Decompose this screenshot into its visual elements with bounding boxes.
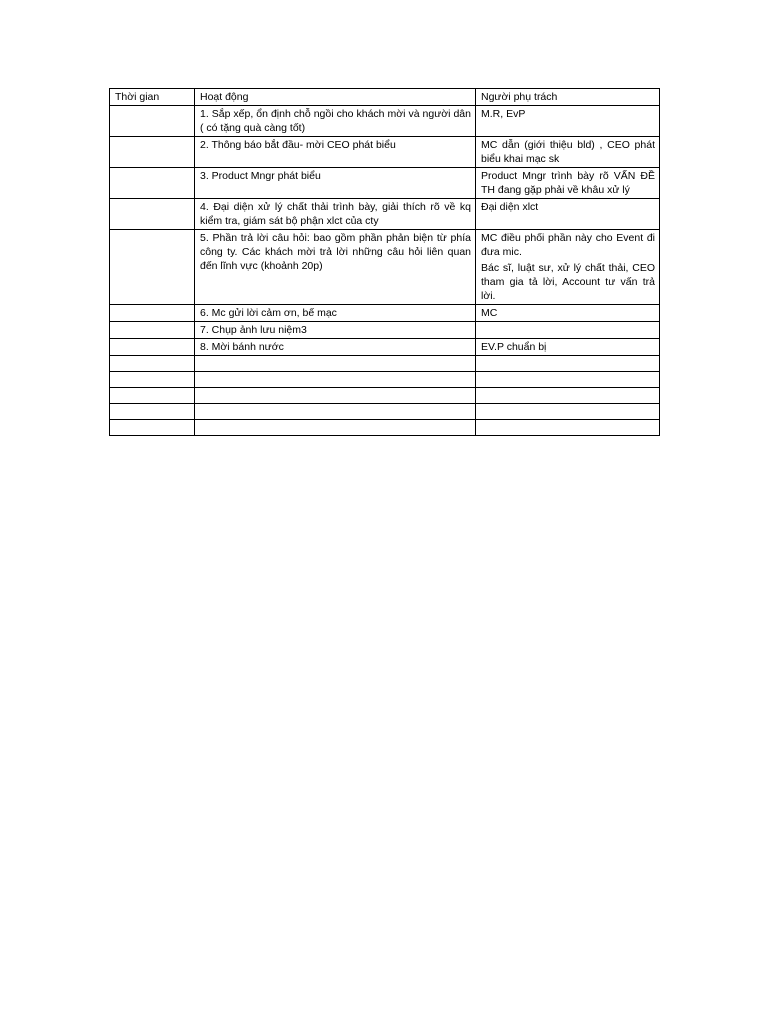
cell-activity: 8. Mời bánh nước [195, 339, 476, 356]
empty-cell [476, 420, 660, 436]
empty-table-row [110, 356, 660, 372]
empty-cell [195, 356, 476, 372]
cell-owner: M.R, EvP [476, 106, 660, 137]
cell-owner: Product Mngr trình bày rõ VẤN ĐỀ TH đang gặp phải về khâu xử lý [476, 168, 660, 199]
empty-cell [110, 356, 195, 372]
cell-time [110, 322, 195, 339]
cell-owner [476, 230, 660, 305]
cell-time [110, 305, 195, 322]
cell-activity: 1. Sắp xếp, ổn định chỗ ngồi cho khách mời và người dân ( có tặng quà càng tốt) [195, 106, 476, 137]
cell-time [110, 199, 195, 230]
empty-cell [195, 388, 476, 404]
cell-activity: 5. Phần trả lời câu hỏi: bao gồm phần phản biện từ phía công ty. Các khách mời trả lời những câu hỏi liên quan đến lĩnh vực (khoảnh 20p) [195, 230, 476, 305]
empty-table-row [110, 404, 660, 420]
header-activity: Hoạt động [195, 89, 476, 106]
empty-cell [195, 372, 476, 388]
table-row [110, 106, 660, 137]
empty-cell [110, 388, 195, 404]
cell-owner: MC [476, 305, 660, 322]
empty-table-row [110, 420, 660, 436]
header-owner: Người phụ trách [476, 89, 660, 106]
empty-table-row [110, 388, 660, 404]
cell-activity: 7. Chụp ảnh lưu niệm3 [195, 322, 476, 339]
empty-cell [195, 420, 476, 436]
empty-cell [476, 404, 660, 420]
table-row [110, 230, 660, 305]
cell-time [110, 230, 195, 305]
cell-owner: MC dẫn (giới thiệu bld) , CEO phát biểu khai mạc sk [476, 137, 660, 168]
cell-time [110, 106, 195, 137]
empty-cell [110, 372, 195, 388]
table-row [110, 199, 660, 230]
empty-cell [476, 388, 660, 404]
owner-line-2: Bác sĩ, luật sư, xử lý chất thải, CEO tham gia tả lời, Account tư vấn trả lời. [481, 262, 655, 302]
cell-activity: 3. Product Mngr phát biểu [195, 168, 476, 199]
owner-line-1: MC điều phối phần này cho Event đi đưa mic. [481, 232, 655, 258]
cell-time [110, 168, 195, 199]
cell-activity: 4. Đại diện xử lý chất thải trình bày, giải thích rõ về kq kiểm tra, giám sát bộ phận xlct của cty [195, 199, 476, 230]
cell-owner: Đại diện xlct [476, 199, 660, 230]
table-row [110, 168, 660, 199]
empty-cell [110, 420, 195, 436]
empty-cell [476, 356, 660, 372]
empty-table-row [110, 372, 660, 388]
empty-cell [476, 372, 660, 388]
cell-owner: EV.P chuẩn bị [476, 339, 660, 356]
table-row [110, 305, 660, 322]
empty-cell [110, 404, 195, 420]
table-row [110, 339, 660, 356]
cell-time [110, 137, 195, 168]
cell-time [110, 339, 195, 356]
table-row [110, 322, 660, 339]
header-time: Thời gian [110, 89, 195, 106]
table-row [110, 137, 660, 168]
empty-cell [195, 404, 476, 420]
cell-activity: 2. Thông báo bắt đầu- mời CEO phát biểu [195, 137, 476, 168]
table-header-row [110, 89, 660, 106]
cell-activity: 6. Mc gửi lời cảm ơn, bế mạc [195, 305, 476, 322]
cell-owner [476, 322, 660, 339]
schedule-table [109, 88, 660, 436]
